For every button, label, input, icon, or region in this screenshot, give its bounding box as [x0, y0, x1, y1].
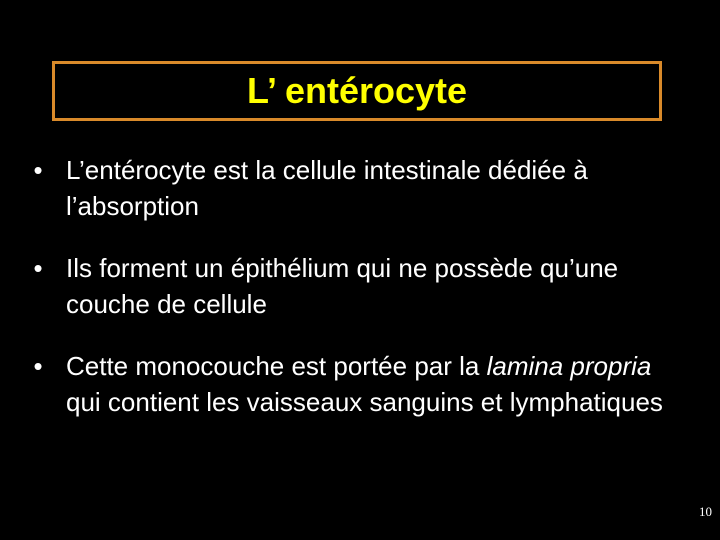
bullet-item [28, 348, 688, 420]
bullet-text-before: Cette monocouche est portée par la [66, 351, 487, 381]
title-box [52, 61, 662, 121]
slide-title: L’ entérocyte [246, 70, 468, 111]
page-number: 10 [699, 504, 712, 519]
bullet-icon: • [33, 351, 43, 381]
bullet-item [28, 152, 688, 224]
bullet-list [28, 152, 688, 446]
bullet-icon: • [33, 253, 43, 283]
bullet-text: Ils forment un épithélium qui ne possède qu’une couche de cellule [66, 253, 619, 319]
bullet-text: L’entérocyte est la cellule intestinale dédiée à l’absorption [66, 155, 588, 221]
bullet-text-italic: lamina propria [486, 351, 652, 381]
bullet-icon: • [33, 155, 43, 185]
bullet-item [28, 250, 688, 322]
bullet-text-after: qui contient les vaisseaux sanguins et lymphatiques [66, 387, 663, 417]
